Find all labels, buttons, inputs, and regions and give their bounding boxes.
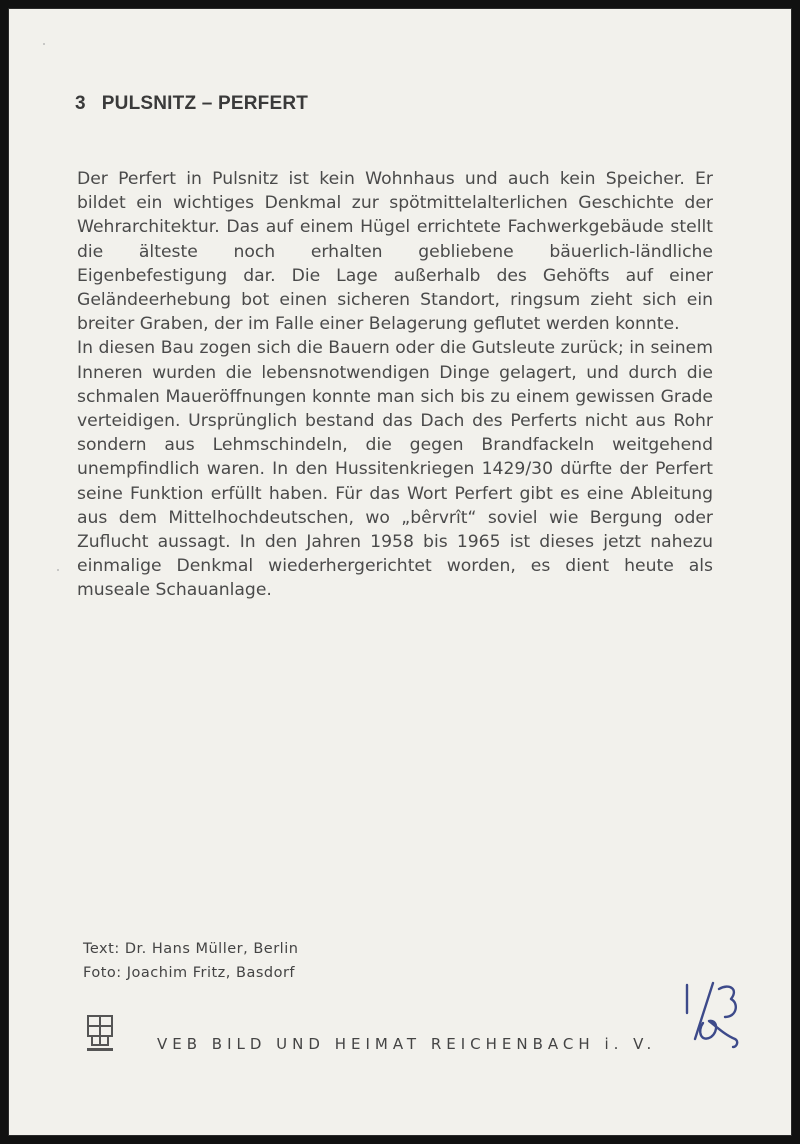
- photo-credit: Foto: Joachim Fritz, Basdorf: [83, 965, 296, 981]
- text-credit: Text: Dr. Hans Müller, Berlin: [83, 941, 299, 957]
- page-title: [75, 93, 308, 115]
- paragraph: In diesen Bau zogen sich die Bauern oder die Gutsleute zurück; in seinem Inneren wurden die lebensnotwendigen Dinge gelagert, und durch die schmalen Maueröffnungen konnte man sich bis zu einem gewissen Grade verteidigen. Ursprünglich bestand das Dach des Perferts nicht aus Rohr sondern aus Lehmschindeln, die gegen Brandfackeln weitgehend unempfindlich waren. In den Hussitenkriegen 1429/30 dürfte der Perfert seine Funktion erfüllt haben. Für das Wort Perfert gibt es eine Ableitung aus dem Mittelhochdeutschen, wo „bêrvrît“ soviel wie Bergung oder Zuflucht aussagt. In den Jahren 1958 bis 1965 ist dieses jetzt nahezu einmalige Denkmal wiederhergerichtet worden, es dient heute als museale Schauanlage.: [77, 338, 713, 601]
- postcard-back: [8, 8, 792, 1136]
- handwritten-pencil-mark-icon: [673, 977, 753, 1057]
- publisher-name: VEB BILD UND HEIMAT REICHENBACH i. V.: [157, 1035, 657, 1053]
- paragraph: Der Perfert in Pulsnitz ist kein Wohnhaus und auch kein Speicher. Er bildet ein wichtiges Denkmal zur spötmittelalterlichen Geschichte der Wehrarchitektur. Das auf einem Hügel errichtete Fachwerkgebäude stellt die älteste noch erhalten gebliebene bäuerlich-ländliche Eigenbefestigung dar. Die Lage außerhalb des Gehöfts auf einer Geländeerhebung bot einen sicheren Standort, ringsum zieht sich ein breiter Graben, der im Falle einer Belagerung geflutet werden konnte.: [77, 169, 713, 335]
- paper-speck: [57, 569, 59, 571]
- card-number: 3: [75, 93, 86, 114]
- card-title: PULSNITZ – PERFERT: [101, 93, 309, 114]
- credits: [83, 937, 298, 985]
- publisher-logo-icon: [85, 1013, 115, 1053]
- paper-speck: [43, 43, 45, 45]
- description-text: [77, 167, 713, 603]
